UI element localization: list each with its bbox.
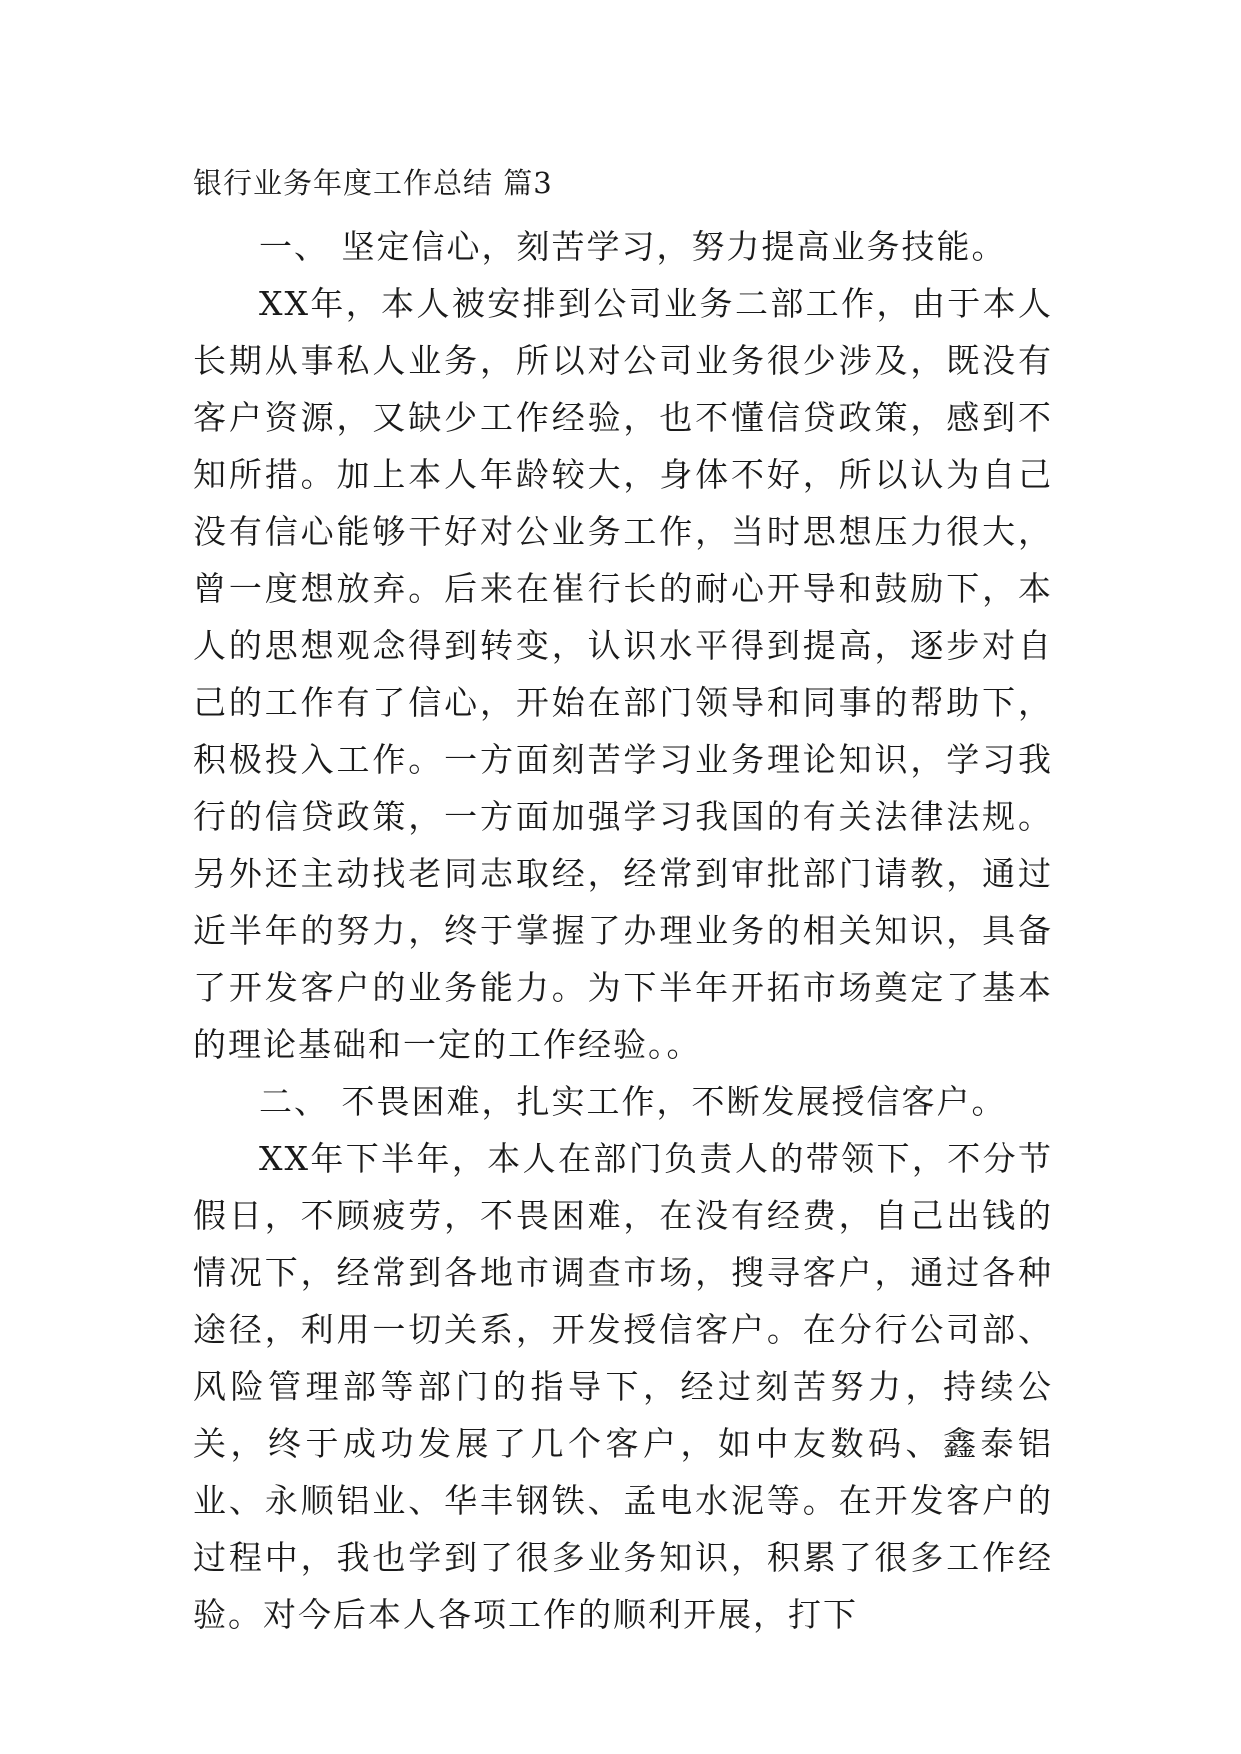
document-title: 银行业务年度工作总结 篇3 <box>193 166 553 200</box>
paragraph-1: XX年，本人被安排到公司业务二部工作，由于本人长期从事私人业务，所以对公司业务很少涉及，既没有客户资源，又缺少工作经验，也不懂信贷政策，感到不知所措。加上本人年龄较大，身体不好，所以认为自己没有信心能够干好对公业务工作，当时思想压力很大，曾一度想放弃。后来在崔行长的耐心开导和鼓励下，本人的思想观念得到转变，认识水平得到提高，逐步对自己的工作有了信心，开始在部门领导和同事的帮助下，积极投入工作。一方面刻苦学习业务理论知识，学习我行的信贷政策，一方面加强学习我国的有关法律法规。另外还主动找老同志取经，经常到审批部门请教，通过近半年的努力，终于掌握了办理业务的相关知识，具备了开发客户的业务能力。为下半年开拓市场奠定了基本的理论基础和一定的工作经验。。 <box>193 284 1053 1064</box>
section-heading-2: 二、 不畏困难，扎实工作，不断发展授信客户。 <box>259 1082 1007 1121</box>
document-body <box>193 218 1053 1643</box>
section-heading-1: 一、 坚定信心，刻苦学习，努力提高业务技能。 <box>259 227 1007 266</box>
paragraph-2: XX年下半年，本人在部门负责人的带领下，不分节假日，不顾疲劳，不畏困难，在没有经费，自己出钱的情况下，经常到各地市调查市场，搜寻客户，通过各种途径，利用一切关系，开发授信客户。在分行公司部、风险管理部等部门的指导下，经过刻苦努力，持续公关，终于成功发展了几个客户，如中友数码、鑫泰铝业、永顺铝业、华丰钢铁、孟电水泥等。在开发客户的过程中，我也学到了很多业务知识，积累了很多工作经验。对今后本人各项工作的顺利开展，打下 <box>193 1139 1053 1634</box>
